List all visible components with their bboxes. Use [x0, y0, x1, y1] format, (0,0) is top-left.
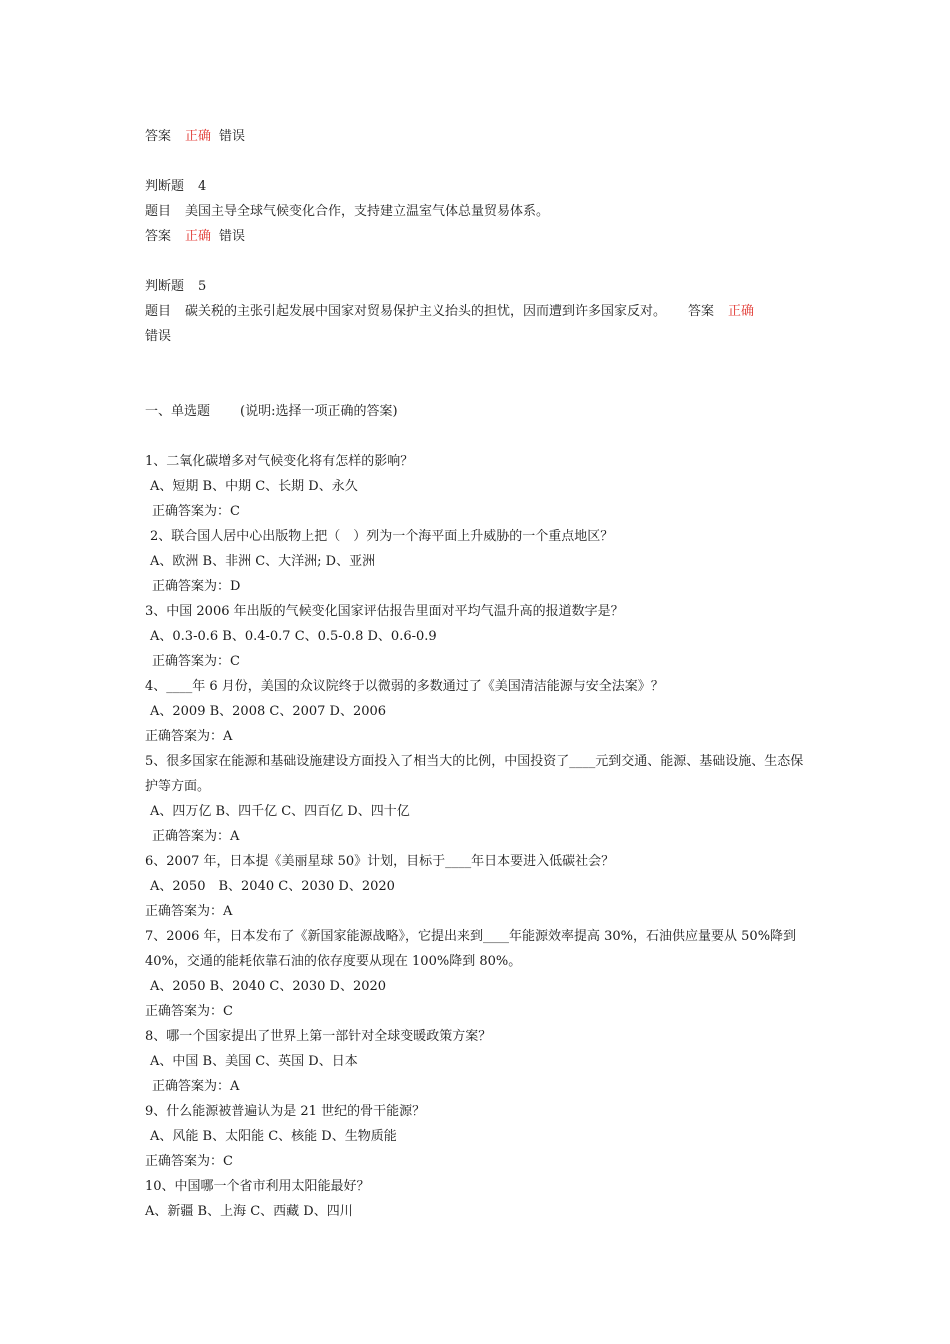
judge-number: 5 [198, 279, 207, 294]
judge4-answer-row [145, 224, 815, 249]
correct-option: 正确 [185, 129, 212, 144]
question-answer: 正确答案为：A [145, 729, 233, 744]
question-options: A、风能 B、太阳能 C、核能 D、生物质能 [150, 1129, 397, 1144]
section-note: (说明:选择一项正确的答案) [240, 404, 398, 419]
question-answer: 正确答案为：D [152, 579, 241, 594]
correct-option: 正确 [728, 304, 755, 319]
answer-label: 答案 [688, 304, 715, 319]
question-options: A、新疆 B、上海 C、西藏 D、四川 [145, 1204, 353, 1219]
judge-header-label: 判断题 [145, 179, 185, 194]
question-options: A、欧洲 B、非洲 C、大洋洲; D、亚洲 [150, 554, 376, 569]
question-options: A、2050 B、2040 C、2030 D、2020 [150, 979, 387, 994]
judge5-question [145, 299, 815, 349]
answer-label: 答案 [145, 229, 172, 244]
judge-number: 4 [198, 179, 207, 194]
answer-label: 答案 [145, 129, 172, 144]
question-options: A、中国 B、美国 C、英国 D、日本 [150, 1054, 358, 1069]
wrong-option: 错误 [145, 329, 172, 344]
judge4-header [145, 174, 815, 199]
question-answer: 正确答案为：C [152, 504, 240, 519]
question-text: 10、中国哪一个省市利用太阳能最好？ [145, 1179, 370, 1194]
wrong-option: 错误 [219, 129, 246, 144]
question-text: 美国主导全球气候变化合作，支持建立温室气体总量贸易体系。 [185, 204, 550, 219]
question-answer: 正确答案为：C [145, 1154, 233, 1169]
question-answer: 正确答案为：A [152, 1079, 240, 1094]
question-options: A、短期 B、中期 C、长期 D、永久 [150, 479, 358, 494]
question-list [145, 449, 815, 1224]
question-text: 9、什么能源被普遍认为是 21 世纪的骨干能源？ [145, 1104, 426, 1119]
question-text: 8、哪一个国家提出了世界上第一部针对全球变暖政策方案？ [145, 1029, 492, 1044]
question-text: 6、2007 年，日本提《美丽星球 50》计划，目标于____年日本要进入低碳社会？ [145, 854, 615, 869]
question-text: 4、____年 6 月份，美国的众议院终于以微弱的多数通过了《美国清洁能源与安全法案》？ [145, 679, 664, 694]
section-title: 一、单选题 [145, 404, 211, 419]
judge4-question [145, 199, 815, 224]
question-options: A、2009 B、2008 C、2007 D、2006 [150, 704, 387, 719]
question-text: 2、联合国人居中心出版物上把（ ）列为一个海平面上升威胁的一个重点地区？ [150, 529, 614, 544]
question-text: 1、二氧化碳增多对气候变化将有怎样的影响？ [145, 454, 414, 469]
question-label: 题目 [145, 204, 172, 219]
question-answer: 正确答案为：A [145, 904, 233, 919]
question-text: 5、很多国家在能源和基础设施建设方面投入了相当大的比例，中国投资了____元到交通、能源、基础设施、生态保护等方面。 [145, 754, 804, 794]
question-answer: 正确答案为：A [152, 829, 240, 844]
question-options: A、0.3-0.6 B、0.4-0.7 C、0.5-0.8 D、0.6-0.9 [150, 629, 437, 644]
wrong-option: 错误 [219, 229, 246, 244]
question-text: 碳关税的主张引起发展中国家对贸易保护主义抬头的担忧，因而遭到许多国家反对。 [185, 304, 667, 319]
question-answer: 正确答案为：C [145, 1004, 233, 1019]
question-text: 3、中国 2006 年出版的气候变化国家评估报告里面对平均气温升高的报道数字是？ [145, 604, 624, 619]
section-header [145, 399, 815, 424]
question-answer: 正确答案为：C [152, 654, 240, 669]
question-options: A、四万亿 B、四千亿 C、四百亿 D、四十亿 [150, 804, 410, 819]
judge-header-label: 判断题 [145, 279, 185, 294]
correct-option: 正确 [185, 229, 212, 244]
question-text: 7、2006 年，日本发布了《新国家能源战略》，它提出来到____年能源效率提高 30%，石油供应量要从 50%降到 40%，交通的能耗依靠石油的依存度要从现在 100%降到 80%。 [145, 929, 797, 969]
judge-prev-answer-row [145, 124, 815, 149]
document-body [145, 124, 815, 1224]
judge5-header [145, 274, 815, 299]
question-options: A、2050 B、2040 C、2030 D、2020 [150, 879, 395, 894]
question-label: 题目 [145, 304, 172, 319]
